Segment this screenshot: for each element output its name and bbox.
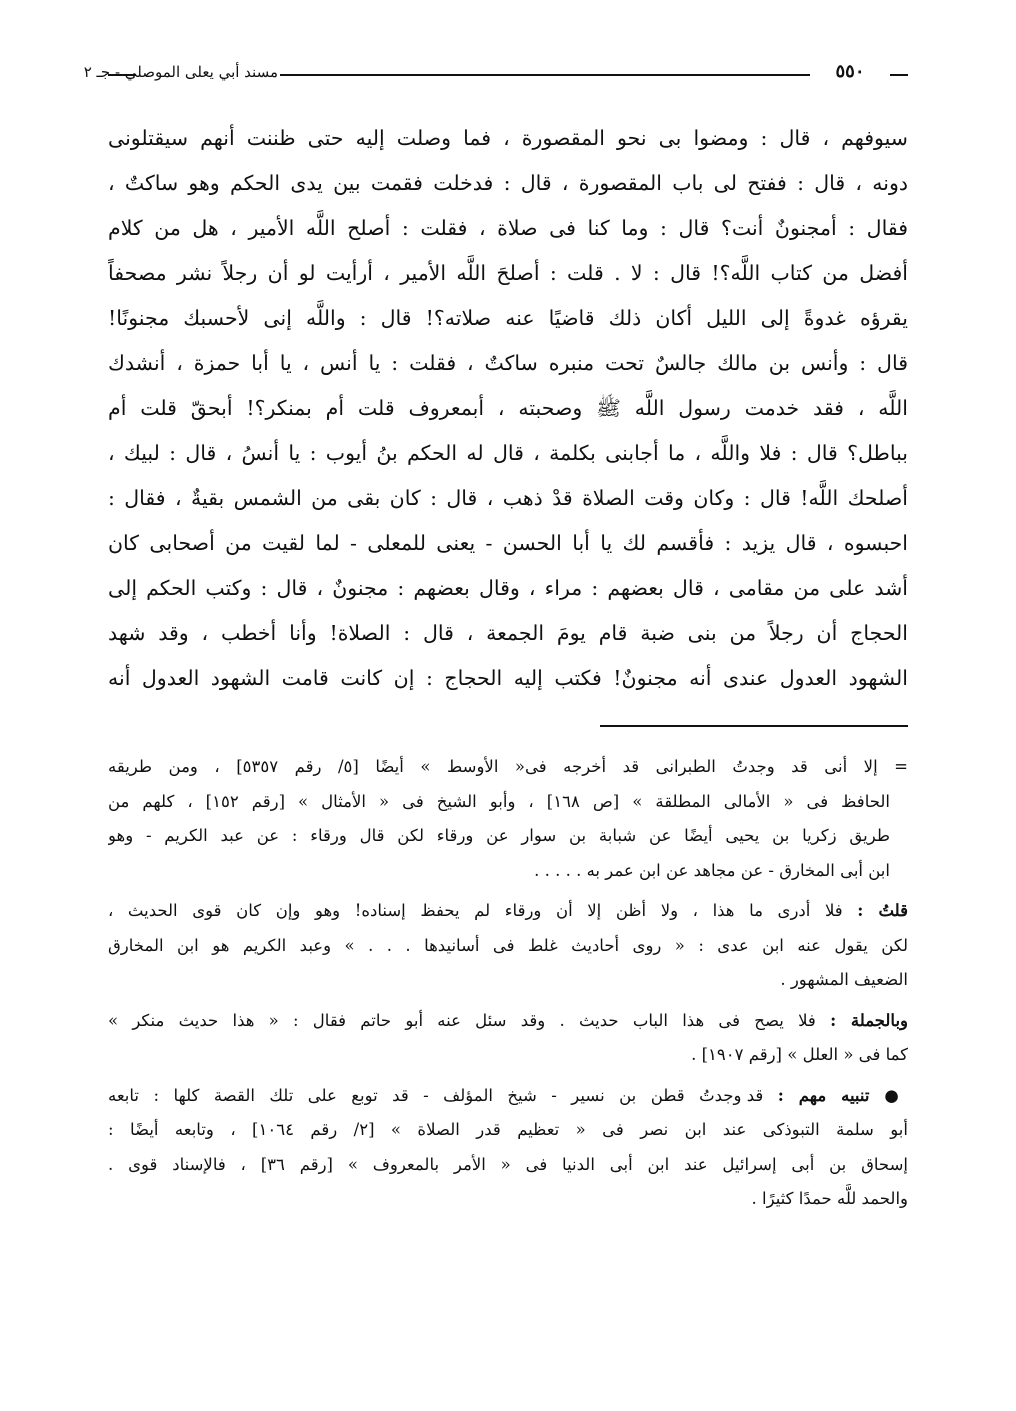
main-text-line: بباطل؟ قال : فلا واللَّه ، ما أجابنى بكلمة ، قال له الحكم بنُ أيوب : يا أنسُ ، قال : لبيك ،	[108, 441, 908, 465]
footnote-text: فلا يصح فى هذا الباب حديث . وقد سئل عنه أبو حاتم فقال : « هذا حديث منكر »	[108, 1010, 816, 1030]
footnote-line: والحمد للَّه حمدًا كثيرًا .	[751, 1189, 908, 1208]
main-text-line: أصلحك اللَّه! قال : وكان وقت الصلاة قدْ ذهب ، قال : كان بقى من الشمس بقيةٌ ، فقال :	[108, 486, 908, 510]
footnote-line: الحافظ فى « الأمالى المطلقة » [ص ١٦٨] ، وأبو الشيخ فى « الأمثال » [رقم ١٥٢] ، كلهم من	[108, 791, 890, 811]
footnote-line: طريق زكريا بن يحيى أيضًا عن شبابة بن سوار عن ورقاء لكن قال ورقاء : عن عبد الكريم - وهو	[108, 826, 890, 845]
main-text-line: سيوفهم ، قال : ومضوا بى نحو المقصورة ، فما وصلت إليه حتى ظننت أنهم سيقتلونى	[108, 126, 908, 150]
footnote-label: ● تنبيه مهم :	[777, 1085, 908, 1105]
footnote-label: وبالجملة :	[830, 1010, 908, 1030]
main-text-line: اللَّه ، فقد خدمت رسول اللَّه ﷺ وصحبته ، أبمعروف قلت أم بمنكر؟! أبحقّ قلت أم	[108, 396, 908, 420]
main-text-line: احبسوه ، قال يزيد : فأقسم لك يا أبا الحسن - يعنى للمعلى - لما لقيت من أصحابى كان	[108, 531, 908, 555]
footnote-line: إسحاق بن أبى إسرائيل عند ابن أبى الدنيا فى « الأمر بالمعروف » [رقم ٣٦] ، فالإسناد قوى .	[108, 1154, 908, 1174]
main-text-line: قال : وأنس بن مالك جالسٌ تحت منبره ساكتٌ ، فقلت : يا أنس ، يا أبا حمزة ، أنشدك	[108, 351, 908, 375]
footnote-separator	[600, 725, 908, 727]
footnote-label: قلتُ :	[857, 901, 908, 920]
footnote-text: فلا أدرى ما هذا ، ولا أظن إلا أن ورقاء لم يحفظ إسناده! وهو وإن كان قوى الحديث ،	[108, 901, 843, 920]
footnote-text: قد وجدتُ قطن بن نسير - شيخ المؤلف - قد توبع على تلك القصة كلها : تابعه	[108, 1085, 764, 1105]
main-text-line: الشهود العدول عندى أنه مجنونٌ! فكتب إليه الحجاج : إن كانت قامت الشهود العدول أنه	[108, 666, 908, 690]
footnote-paragraph	[108, 894, 908, 998]
footnote-paragraph	[108, 1004, 908, 1073]
main-text-line: أشد على من مقامى ، قال بعضهم : مراء ، وقال بعضهم : مجنونٌ ، قال : وكتب الحكم إلى	[108, 576, 908, 600]
footnote-line: لكن يقول عنه ابن عدى : « روى أحاديث غلط فى أسانيدها . . . » وعبد الكريم هو ابن المخارق	[108, 935, 908, 955]
main-text-line: دونه ، قال : ففتح لى باب المقصورة ، قال : فدخلت فقمت بين يدى الحكم وهو ساكتٌ ،	[108, 171, 908, 195]
main-text-line: أفضل من كتاب اللَّه؟! قال : لا . قلت : أصلحَ اللَّه الأمير ، أرأيت لو أن رجلاً نشر مصحفاً	[108, 261, 908, 285]
footnote-line: أبو سلمة التبوذكى عند ابن نصر فى « تعظيم قدر الصلاة » [٢/ رقم ١٠٦٤] ، وتابعه أيضًا :	[108, 1120, 908, 1139]
page-number: ٥٥٠	[835, 61, 865, 82]
page-header	[83, 60, 908, 90]
footnote-paragraph	[108, 750, 908, 888]
running-title: مسند أبي يعلى الموصلي - جـ ٢	[83, 63, 278, 81]
footnote-line	[108, 1004, 908, 1039]
footnote-line: كما فى « العلل » [رقم ١٩٠٧] .	[691, 1045, 908, 1064]
main-text-line: فقال : أمجنونٌ أنت؟ قال : وما كنا فى صلاة ، فقلت : أصلح اللَّه الأمير ، هل من كلام	[108, 216, 908, 240]
footnote-paragraph	[108, 1079, 908, 1217]
main-text	[108, 116, 908, 701]
main-text-line: يقرؤه غدوةً إلى الليل أكان ذلك قاضيًا عنه صلاته؟! قال : واللَّه إنى لأحسبك مجنونًا!	[108, 306, 908, 330]
footnote-line: ابن أبى المخارق - عن مجاهد عن ابن عمر به . . . . .	[534, 860, 890, 880]
header-rule-middle	[280, 74, 810, 76]
footnote-line: = إلا أنى قد وجدتُ الطبرانى قد أخرجه فى« الأوسط » أيضًا [٥/ رقم ٥٣٥٧] ، ومن طريقه	[108, 757, 908, 776]
footnote-line	[108, 894, 908, 929]
main-text-line: الحجاج أن رجلاً من بنى ضبة قام يومَ الجمعة ، قال : الصلاة! وأنا أخطب ، وقد شهد	[108, 621, 908, 645]
footnote-line: الضعيف المشهور .	[780, 970, 908, 989]
footnotes	[108, 750, 908, 1223]
footnote-line	[108, 1079, 908, 1114]
header-rule-right	[890, 74, 908, 76]
